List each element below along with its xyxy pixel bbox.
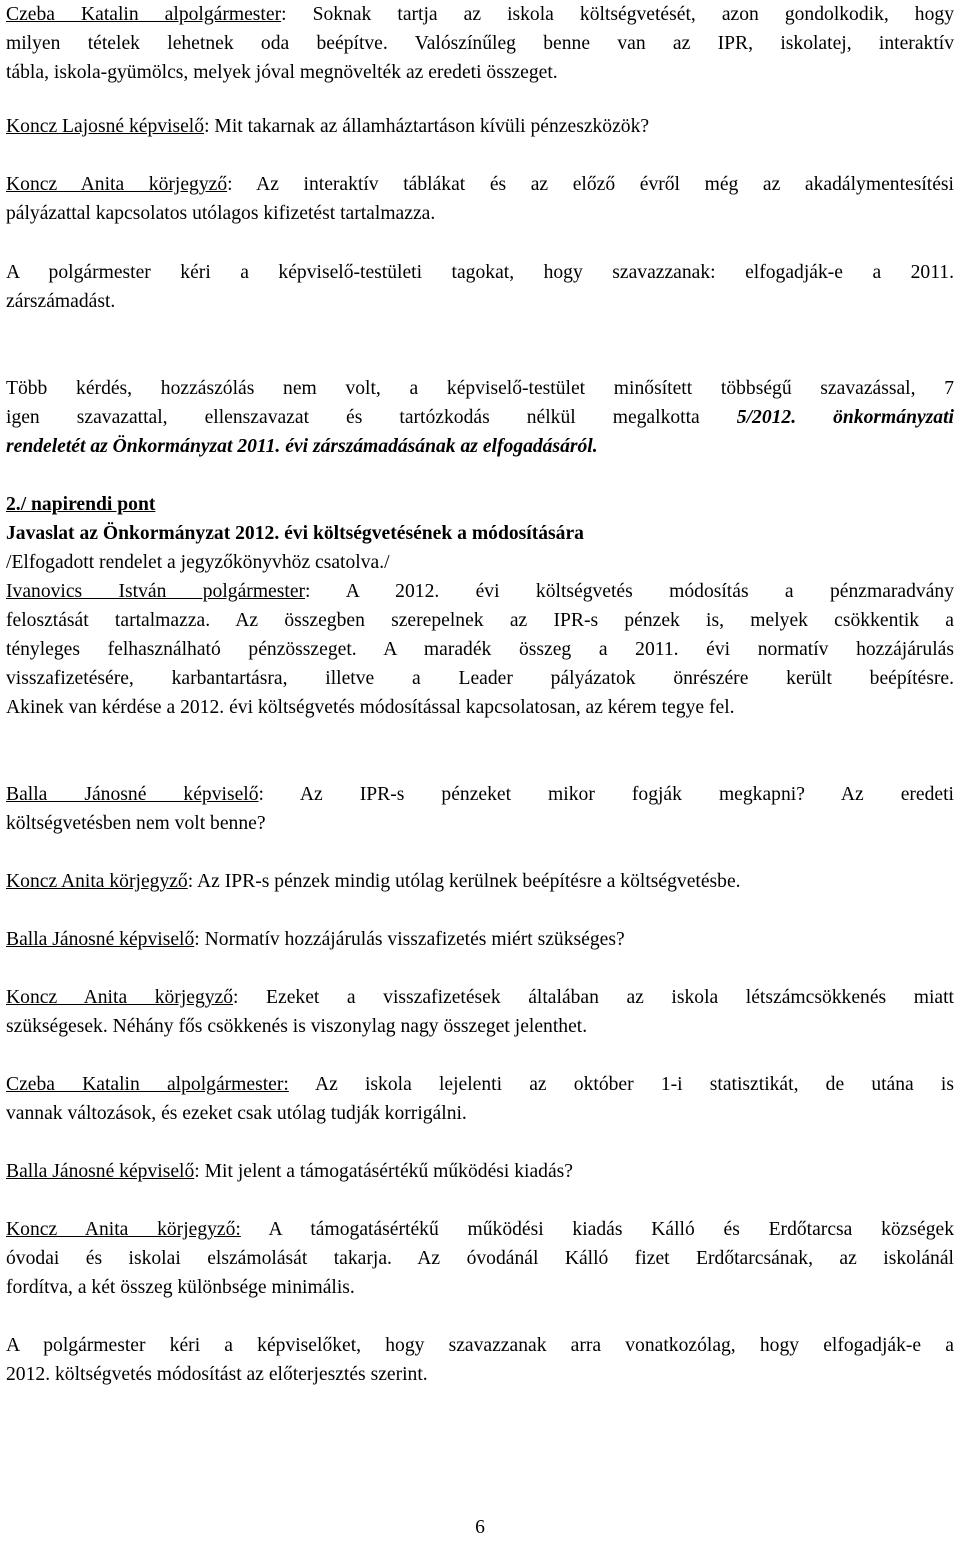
- agenda-number: 2./ napirendi pont: [6, 494, 156, 515]
- speaker-name: Koncz Anita körjegyző: [6, 174, 228, 195]
- agenda-note: /Elfogadott rendelet a jegyzőkönyvhöz csatolva./: [6, 552, 390, 573]
- speaker-name: Koncz Anita körjegyző: [6, 987, 234, 1008]
- paragraph-czeba-1: [6, 0, 954, 87]
- paragraph-decision-2011: [6, 374, 954, 461]
- paragraph-balla-2: [6, 925, 954, 954]
- speaker-name: Balla Jánosné képviselő: [6, 929, 195, 950]
- paragraph-vote-request-2012: [6, 1331, 954, 1389]
- speaker-name: Czeba Katalin alpolgármester: [6, 4, 282, 25]
- paragraph-text: : Mit jelent a támogatásértékű működési kiadás?: [194, 1161, 573, 1182]
- speaker-name: Koncz Anita körjegyző: [6, 871, 188, 892]
- paragraph-czeba-2: [6, 1070, 954, 1128]
- paragraph-koncz-lajosne: [6, 112, 954, 141]
- decree-title: rendeletét az Önkormányzat 2011. évi zárszámadásának az elfogadásáról.: [6, 436, 598, 457]
- paragraph-koncz-anita-4: [6, 1215, 954, 1302]
- paragraph-text: A támogatásértékű működési kiadás Kálló és Erdőtarcsa községek: [240, 1219, 954, 1240]
- paragraph-balla-1: [6, 780, 954, 838]
- paragraph-text: tényleges felhasználható pénzösszeget. A maradék összeg a 2011. évi normatív hozzájárulás: [6, 639, 954, 660]
- page-number: 6: [475, 1517, 485, 1538]
- paragraph-text: : Ezeket a visszafizetések általában az iskola létszámcsökkenés miatt: [233, 987, 954, 1008]
- paragraph-text: igen szavazattal, ellenszavazat és tartózkodás nélkül megalkotta: [6, 407, 700, 428]
- speaker-name: Czeba Katalin alpolgármester:: [6, 1074, 289, 1095]
- speaker-name: Koncz Anita körjegyző:: [6, 1219, 241, 1240]
- paragraph-koncz-anita-3: [6, 983, 954, 1041]
- paragraph-text: : Normatív hozzájárulás visszafizetés miért szükséges?: [194, 929, 625, 950]
- paragraph-koncz-anita-2: [6, 867, 954, 896]
- paragraph-ivanovics: [6, 577, 954, 722]
- paragraph-text: pályázattal kapcsolatos utólagos kifizetést tartalmazza.: [6, 203, 436, 224]
- paragraph-text: fordítva, a két összeg különbsége minimális.: [6, 1277, 355, 1298]
- paragraph-text: : Az interaktív táblákat és az előző évről még az akadálymentesítési: [227, 174, 954, 195]
- paragraph-text: Akinek van kérdése a 2012. évi költségvetés módosítással kapcsolatosan, az kérem tegye fel.: [6, 697, 735, 718]
- paragraph-text: : Mit takarnak az államháztartáson kívüli pénzeszközök?: [204, 116, 650, 137]
- paragraph-text: zárszámadást.: [6, 291, 116, 312]
- paragraph-text: költségvetésben nem volt benne?: [6, 813, 266, 834]
- paragraph-vote-request-2011: [6, 258, 954, 316]
- paragraph-text: óvodai és iskolai elszámolását takarja. Az óvodánál Kálló fizet Erdőtarcsának, az iskolánál: [6, 1248, 954, 1269]
- speaker-name: Balla Jánosné képviselő: [6, 784, 259, 805]
- paragraph-text: : Az IPR-s pénzek mindig utólag kerülnek beépítésre a költségvetésbe.: [187, 871, 741, 892]
- paragraph-text: : Soknak tartja az iskola költségvetését, azon gondolkodik, hogy: [281, 4, 954, 25]
- speaker-name: Balla Jánosné képviselő: [6, 1161, 195, 1182]
- paragraph-text: A polgármester kéri a képviselőket, hogy szavazzanak arra vonatkozólag, hogy elfogadják-e a: [6, 1335, 954, 1356]
- paragraph-text: : A 2012. évi költségvetés módosítás a pénzmaradvány: [305, 581, 955, 602]
- decree-reference: 5/2012. önkormányzati: [736, 407, 954, 428]
- paragraph-text: : Az IPR-s pénzeket mikor fogják megkapni? Az eredeti: [258, 784, 954, 805]
- paragraph-text: Több kérdés, hozzászólás nem volt, a képviselő-testület minősített többségű szavazással, 7: [6, 378, 954, 399]
- paragraph-text: visszafizetésére, karbantartásra, illetve a Leader pályázatok önrészére került beépítésre.: [6, 668, 954, 689]
- paragraph-text: Az iskola lejelenti az október 1-i statisztikát, de utána is: [288, 1074, 954, 1095]
- paragraph-balla-3: [6, 1157, 954, 1186]
- paragraph-text: tábla, iskola-gyümölcs, melyek jóval megnövelték az eredeti összeget.: [6, 62, 558, 83]
- paragraph-text: milyen tételek lehetnek oda beépítve. Valószínűleg benne van az IPR, iskolatej, interaktív: [6, 33, 954, 54]
- paragraph-text: 2012. költségvetés módosítást az előterjesztés szerint.: [6, 1364, 428, 1385]
- paragraph-text: A polgármester kéri a képviselő-testületi tagokat, hogy szavazzanak: elfogadják-e a 2011.: [6, 262, 954, 283]
- paragraph-text: felosztását tartalmazza. Az összegben szerepelnek az IPR-s pénzek is, melyek csökkentik a: [6, 610, 954, 631]
- paragraph-koncz-anita-1: [6, 170, 954, 228]
- speaker-name: Koncz Lajosné képviselő: [6, 116, 205, 137]
- paragraph-text: vannak változások, és ezeket csak utólag tudják korrigálni.: [6, 1103, 467, 1124]
- paragraph-text: szükségesek. Néhány fős csökkenés is viszonylag nagy összeget jelenthet.: [6, 1016, 588, 1037]
- agenda-title: Javaslat az Önkormányzat 2012. évi költségvetésének a módosítására: [6, 523, 584, 544]
- agenda-item-2: [6, 490, 954, 577]
- speaker-name: Ivanovics István polgármester: [6, 581, 306, 602]
